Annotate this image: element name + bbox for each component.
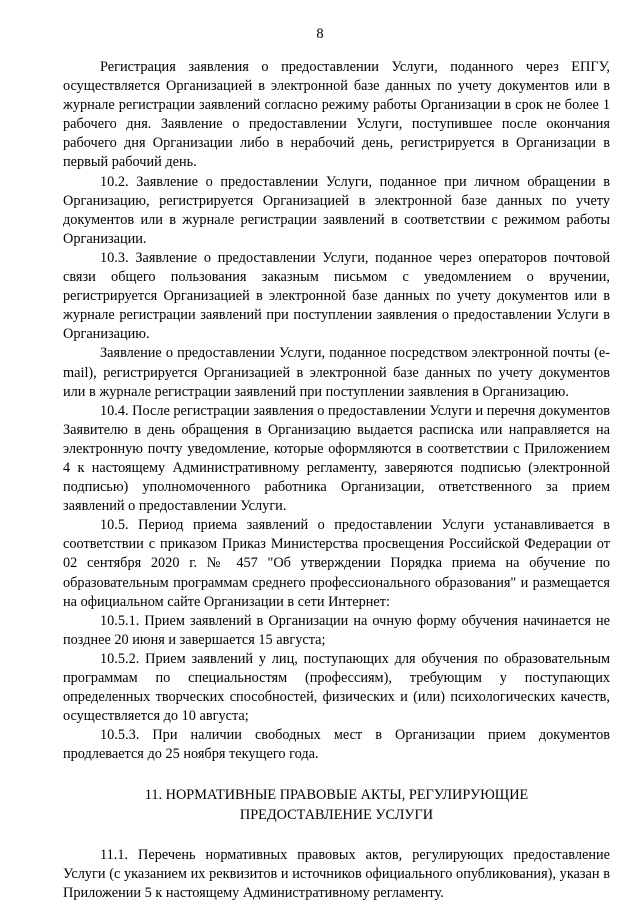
document-body bbox=[63, 58, 610, 903]
paragraph-10-5-1: 10.5.1. Прием заявлений в Организации на очную форму обучения начинается не позднее 20 июня и завершается 15 августа; bbox=[63, 612, 610, 648]
paragraph-10-4: 10.4. После регистрации заявления о предоставлении Услуги и перечня документов Заявителю в день обращения в Организацию выдается расписка или направляется на электронную почту уведомление, которые оформляются в соответствии с Приложением 4 к настоящему Административному регламенту, заверяются подписью (электронной подписью) уполномоченного работника Организации, ответственного за прием заявлений о предоставлении Услуги. bbox=[63, 402, 611, 515]
paragraph-10-2: 10.2. Заявление о предоставлении Услуги, поданное при личном обращении в Организацию, регистрируется Организацией в электронной базе данных по учету документов или в журнале регистрации заявлений в соответствии с режимом работы Организации. bbox=[63, 173, 610, 247]
section-heading-line-2: ПРЕДОСТАВЛЕНИЕ УСЛУГИ bbox=[239, 806, 434, 823]
section-heading bbox=[63, 786, 610, 824]
paragraph-epgu-registration: Регистрация заявления о предоставлении Услуги, поданного через ЕПГУ, осуществляется Организацией в электронной базе данных по учету документов или в журнале регистрации заявлений согласно режиму работы Организации в срок не более 1 рабочего дня. Заявление о предоставлении Услуги, поступившее после окончания рабочего дня Организации либо в нерабочий день, регистрируется в Организации в первый рабочий день. bbox=[63, 59, 610, 171]
paragraph-10-3: 10.3. Заявление о предоставлении Услуги, поданное через операторов почтовой связи общего пользования заказным письмом с уведомлением о вручении, регистрируется Организацией в электронной базе данных по учету документов или в журнале регистрации заявлений при поступлении заявления о предоставлении Услуги в Организацию. bbox=[63, 249, 610, 343]
section-heading-line-1: 11. НОРМАТИВНЫЕ ПРАВОВЫЕ АКТЫ, РЕГУЛИРУЮЩИЕ bbox=[144, 787, 529, 804]
paragraph-10-5-2: 10.5.2. Прием заявлений у лиц, поступающих для обучения по образовательным программам по специальностям (профессиям), требующим у поступающих определенных творческих способностей, физических и (или) психологических качеств, осуществляется до 10 августа; bbox=[63, 650, 610, 725]
paragraph-10-5: 10.5. Период приема заявлений о предоставлении Услуги устанавливается в соответствии с приказом Приказ Министерства просвещения Российской Федерации от 02 сентября 2020 г. № 457 "Об утверждении Порядка приема на обучение по образовательным программам среднего профессионального образования" и размещается на официальном сайте Организации в сети Интернет: bbox=[63, 517, 610, 610]
page-number: 8 bbox=[316, 26, 324, 42]
paragraph-11-1: 11.1. Перечень нормативных правовых актов, регулирующих предоставление Услуги (с указанием их реквизитов и источников официального опубликования), указан в Приложении 5 к настоящему Административному регламенту. bbox=[63, 846, 610, 901]
paragraph-email-registration: Заявление о предоставлении Услуги, поданное посредством электронной почты (e-mail), регистрируется Организацией в электронной базе данных по учету документов или в журнале регистрации заявлений при поступлении заявления в Организацию. bbox=[63, 345, 610, 400]
paragraph-10-5-3: 10.5.3. При наличии свободных мест в Организации прием документов продлевается до 25 ноября текущего года. bbox=[63, 727, 610, 763]
